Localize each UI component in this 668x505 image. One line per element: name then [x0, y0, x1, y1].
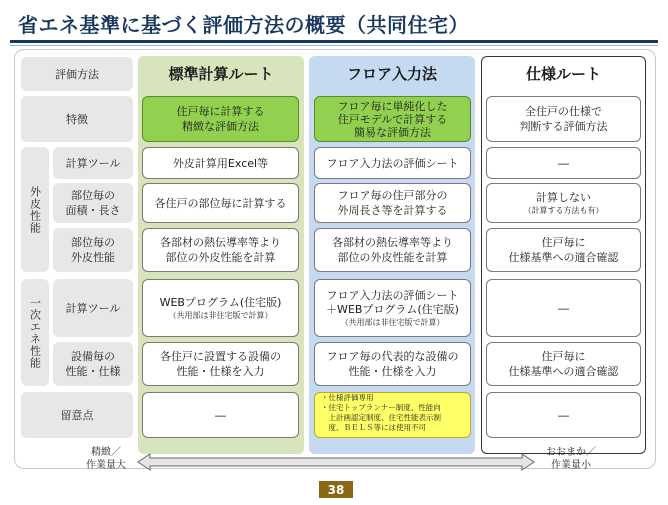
label-energy-group: 一次エネ性能 [21, 279, 49, 386]
arrow-right-label [538, 446, 604, 472]
standard-env-area: 各住戸の部位毎に計算する [142, 183, 299, 223]
standard-notes: ― [142, 392, 299, 438]
spec-env-perf [486, 228, 641, 272]
spec-energy-equip-line1: 住戸毎に [541, 350, 586, 363]
standard-energy-tool [142, 279, 299, 337]
label-part-perf [53, 228, 133, 272]
spec-energy-equip-line2: 仕様基準への適合確認 [508, 365, 619, 378]
spec-env-area-line1: 計算しない [536, 191, 591, 204]
floor-notes-line4: 度、ＢＥＬＳ等には使用不可 [321, 423, 426, 432]
floor-feature-line2: 住戸モデルで計算する [337, 112, 448, 126]
double-arrow-icon [136, 452, 536, 472]
standard-feature-line2: 精緻な評価方法 [182, 120, 259, 133]
floor-env-perf-line1: 各部材の熱伝導率等より [332, 236, 453, 249]
page-number: 38 [319, 481, 353, 498]
floor-env-area-line1: フロア毎の住戸部分の [337, 189, 448, 202]
standard-energy-equip [142, 342, 299, 386]
label-notes: 留意点 [21, 392, 133, 438]
spec-env-area-line2: （計算する方法も有） [523, 206, 604, 215]
spec-energy-equip [486, 342, 641, 386]
spec-feature [486, 96, 641, 142]
standard-feature-line1: 住戸毎に計算する [176, 105, 265, 118]
label-envelope-group: 外皮性能 [21, 147, 49, 272]
label-part-perf-line2: 外皮性能 [71, 251, 115, 264]
floor-feature-line3: 簡易な評価方法 [354, 125, 431, 139]
title-underline-thin [10, 45, 658, 46]
header-spec-route: 仕様ルート [525, 64, 601, 83]
standard-env-perf-line1: 各部材の熱伝導率等より [160, 236, 281, 249]
floor-env-perf [314, 228, 471, 272]
label-part-area-line2: 面積・長さ [65, 204, 121, 217]
standard-feature [142, 96, 299, 142]
floor-energy-equip-line2: 性能・仕様を入力 [348, 365, 437, 378]
floor-notes-line3: 上計画認定制度、住宅性能表示制 [321, 413, 441, 422]
standard-energy-tool-line2: （共用部は非住宅版で計算） [168, 311, 273, 320]
spec-env-perf-line1: 住戸毎に [541, 236, 586, 249]
title-underline [10, 40, 658, 43]
label-part-area-line1: 部位毎の [71, 189, 115, 202]
floor-env-area-line2: 外周長さ等を計算する [337, 204, 448, 217]
page-title: 省エネ基準に基づく評価方法の概要（共同住宅） [18, 13, 469, 37]
floor-notes-line1: ・仕様評価専用 [321, 393, 374, 402]
standard-env-tool: 外皮計算用Excel等 [142, 147, 299, 179]
spec-energy-tool: ― [486, 279, 641, 337]
arrow-right-line2: 作業量小 [551, 460, 591, 471]
arrow-left-label [76, 446, 136, 472]
standard-energy-equip-line2: 性能・仕様を入力 [176, 365, 265, 378]
floor-energy-tool-line2: ＋WEBプログラム(住宅版) [326, 302, 459, 316]
spec-env-perf-line2: 仕様基準への適合確認 [508, 251, 619, 264]
arrow-left-line1: 精緻／ [91, 447, 121, 458]
spec-env-tool: ― [486, 147, 641, 179]
label-method: 評価方法 [21, 57, 133, 91]
spec-notes: ― [486, 392, 641, 438]
floor-energy-tool-line1: フロア入力法の評価シート [326, 288, 459, 302]
label-calc-tool-env: 計算ツール [53, 147, 133, 179]
header-standard-route: 標準計算ルート [168, 64, 274, 83]
floor-energy-tool [314, 279, 471, 337]
label-calc-tool-energy: 計算ツール [53, 279, 133, 337]
floor-notes-line2: ・住宅トップランナー制度、性能向 [321, 403, 441, 412]
spec-feature-line2: 判断する評価方法 [519, 120, 608, 133]
title-bar [0, 0, 668, 50]
floor-energy-tool-line3: （共用部は非住宅版で計算） [340, 317, 445, 327]
floor-notes [314, 392, 471, 438]
floor-energy-equip-line1: フロア毎の代表的な設備の [326, 350, 459, 363]
spec-feature-line1: 全住戸の仕様で [525, 105, 602, 118]
floor-env-tool: フロア入力法の評価シート [314, 147, 471, 179]
header-floor-input: フロア入力法 [346, 64, 437, 83]
label-part-perf-line1: 部位毎の [71, 236, 115, 249]
floor-env-perf-line2: 部位の外皮性能を計算 [337, 251, 448, 264]
standard-energy-tool-line1: WEBプログラム(住宅版) [159, 296, 282, 309]
label-part-area [53, 183, 133, 223]
label-feature: 特徴 [21, 96, 133, 142]
label-equip-line2: 性能・仕様 [65, 365, 121, 378]
floor-feature [314, 96, 471, 142]
floor-energy-equip [314, 342, 471, 386]
label-equip [53, 342, 133, 386]
floor-feature-line1: フロア毎に単純化した [337, 99, 448, 113]
floor-env-area [314, 183, 471, 223]
arrow-left-line2: 作業量大 [86, 460, 126, 471]
standard-energy-equip-line1: 各住戸に設置する設備の [160, 350, 281, 363]
standard-env-perf [142, 228, 299, 272]
standard-env-perf-line2: 部位の外皮性能を計算 [165, 251, 276, 264]
spec-env-area [486, 183, 641, 223]
label-equip-line1: 設備毎の [71, 350, 115, 363]
arrow-right-line1: おおまか／ [546, 447, 596, 458]
